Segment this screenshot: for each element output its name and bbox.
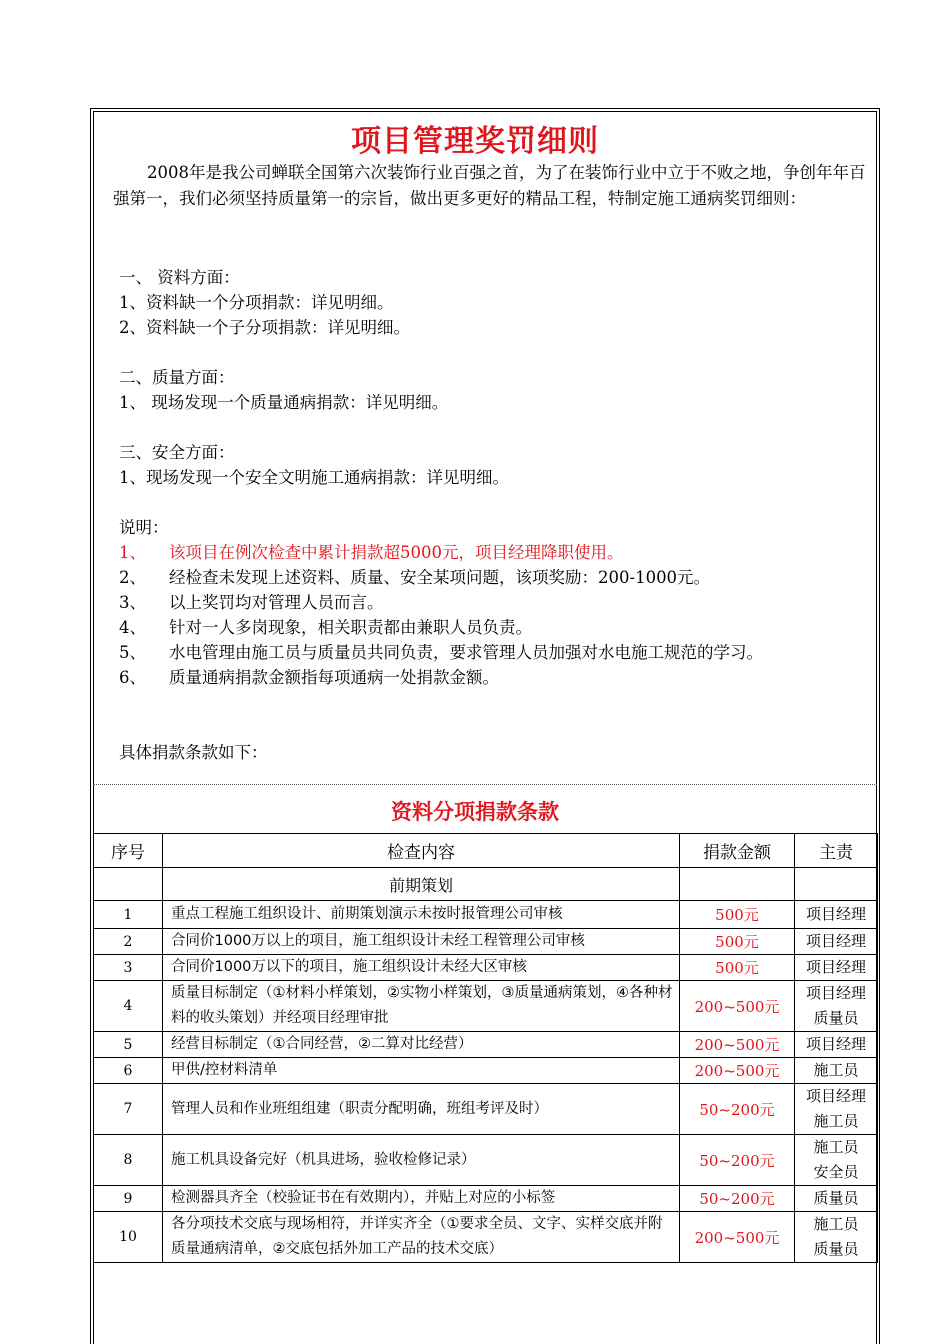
table-row (94, 955, 878, 981)
row-amount: 500元 (680, 929, 795, 955)
section-item: 1、现场发现一个安全文明施工通病捐款：详见明细。 (119, 468, 509, 487)
table-row (94, 981, 878, 1032)
note-number: 1、 (119, 543, 146, 562)
header-content: 检查内容 (163, 834, 680, 868)
note-item (119, 664, 499, 688)
intro-paragraph (113, 160, 873, 212)
row-responsible: 施工员 安全员 (795, 1135, 878, 1186)
row-content: 施工机具设备完好（机具进场，验收检修记录） (163, 1135, 680, 1186)
page-title: 项目管理奖罚细则 (351, 124, 599, 159)
row-number: 9 (94, 1186, 163, 1212)
note-number: 3、 (119, 593, 146, 612)
row-number: 3 (94, 955, 163, 981)
group-row (94, 868, 878, 901)
note-text: 水电管理由施工员与质量员共同负责，要求管理人员加强对水电施工规范的学习。 (169, 643, 763, 662)
row-content: 重点工程施工组织设计、前期策划演示未按时报管理公司审核 (163, 901, 680, 929)
row-amount: 50~200元 (680, 1186, 795, 1212)
row-content: 各分项技术交底与现场相符，并详实齐全（①要求全员、文字、实样交底并附质量通病清单，②交底包括外加工产品的技术交底） (163, 1212, 680, 1263)
row-content: 合同价1000万以下的项目，施工组织设计未经大区审核 (163, 955, 680, 981)
row-responsible: 施工员 (795, 1058, 878, 1084)
row-amount: 50~200元 (680, 1084, 795, 1135)
note-text: 以上奖罚均对管理人员而言。 (169, 593, 384, 612)
row-content: 合同价1000万以上的项目，施工组织设计未经工程管理公司审核 (163, 929, 680, 955)
row-content: 管理人员和作业班组组建（职责分配明确，班组考评及时） (163, 1084, 680, 1135)
row-responsible: 项目经理 施工员 (795, 1084, 878, 1135)
header-amount: 捐款金额 (680, 834, 795, 868)
penalty-table (93, 833, 878, 1263)
note-number: 4、 (119, 618, 146, 637)
note-item (119, 639, 763, 663)
note-number: 2、 (119, 568, 146, 587)
section-heading-materials: 一、 资料方面： (119, 268, 240, 287)
group-amount (680, 868, 795, 901)
notes-heading: 说明： (119, 518, 169, 537)
table-row (94, 1058, 878, 1084)
row-amount: 200~500元 (680, 981, 795, 1032)
header-responsible: 主责 (795, 834, 878, 868)
row-responsible: 质量员 (795, 1186, 878, 1212)
note-number: 5、 (119, 643, 146, 662)
group-resp (795, 868, 878, 901)
intro-text: 2008年是我公司蝉联全国第六次装饰行业百强之首，为了在装饰行业中立于不败之地，争创年年百强第一，我们必须坚持质量第一的宗旨，做出更多更好的精品工程，特制定施工通病奖罚细则： (113, 163, 866, 208)
table-row (94, 901, 878, 929)
note-item (119, 539, 624, 563)
table-row (94, 929, 878, 955)
row-number: 1 (94, 901, 163, 929)
group-label: 前期策划 (163, 868, 680, 901)
table-title: 资料分项捐款条款 (391, 799, 559, 824)
row-responsible: 施工员 质量员 (795, 1212, 878, 1263)
note-text: 针对一人多岗现象，相关职责都由兼职人员负责。 (169, 618, 532, 637)
group-no (94, 868, 163, 901)
row-number: 10 (94, 1212, 163, 1263)
row-content: 甲供/控材料清单 (163, 1058, 680, 1084)
note-item (119, 614, 532, 638)
row-amount: 500元 (680, 955, 795, 981)
note-text: 质量通病捐款金额指每项通病一处捐款金额。 (169, 668, 499, 687)
row-amount: 200~500元 (680, 1032, 795, 1058)
section-item: 1、 现场发现一个质量通病捐款：详见明细。 (119, 393, 449, 412)
row-responsible: 项目经理 (795, 955, 878, 981)
table-header-row (94, 834, 878, 868)
note-text: 经检查未发现上述资料、质量、安全某项问题，该项奖励：200-1000元。 (169, 568, 711, 587)
row-amount: 500元 (680, 901, 795, 929)
table-row (94, 1032, 878, 1058)
row-responsible: 项目经理 (795, 929, 878, 955)
table-row (94, 1186, 878, 1212)
note-item (119, 564, 710, 588)
row-number: 6 (94, 1058, 163, 1084)
row-responsible: 项目经理 (795, 1032, 878, 1058)
table-body (94, 868, 878, 1263)
row-content: 经营目标制定（①合同经营，②二算对比经营） (163, 1032, 680, 1058)
table-row (94, 1212, 878, 1263)
row-responsible: 项目经理 (795, 901, 878, 929)
section-item: 2、资料缺一个子分项捐款：详见明细。 (119, 318, 410, 337)
row-content: 检测器具齐全（校验证书在有效期内），并贴上对应的小标签 (163, 1186, 680, 1212)
section-heading-safety: 三、安全方面： (119, 443, 235, 462)
row-number: 7 (94, 1084, 163, 1135)
row-amount: 200~500元 (680, 1058, 795, 1084)
table-row (94, 1135, 878, 1186)
table-row (94, 1084, 878, 1135)
row-number: 5 (94, 1032, 163, 1058)
row-amount: 50~200元 (680, 1135, 795, 1186)
section-divider (93, 784, 877, 785)
row-number: 4 (94, 981, 163, 1032)
closing-text: 具体捐款条款如下： (119, 743, 268, 762)
row-number: 2 (94, 929, 163, 955)
section-item: 1、资料缺一个分项捐款：详见明细。 (119, 293, 394, 312)
header-no: 序号 (94, 834, 163, 868)
row-responsible: 项目经理 质量员 (795, 981, 878, 1032)
note-number: 6、 (119, 668, 146, 687)
row-content: 质量目标制定（①材料小样策划，②实物小样策划，③质量通病策划，④各种材料的收头策划）并经项目经理审批 (163, 981, 680, 1032)
row-number: 8 (94, 1135, 163, 1186)
row-amount: 200~500元 (680, 1212, 795, 1263)
note-text: 该项目在例次检查中累计捐款超5000元，项目经理降职使用。 (169, 543, 624, 562)
note-item (119, 589, 384, 613)
section-heading-quality: 二、质量方面： (119, 368, 235, 387)
